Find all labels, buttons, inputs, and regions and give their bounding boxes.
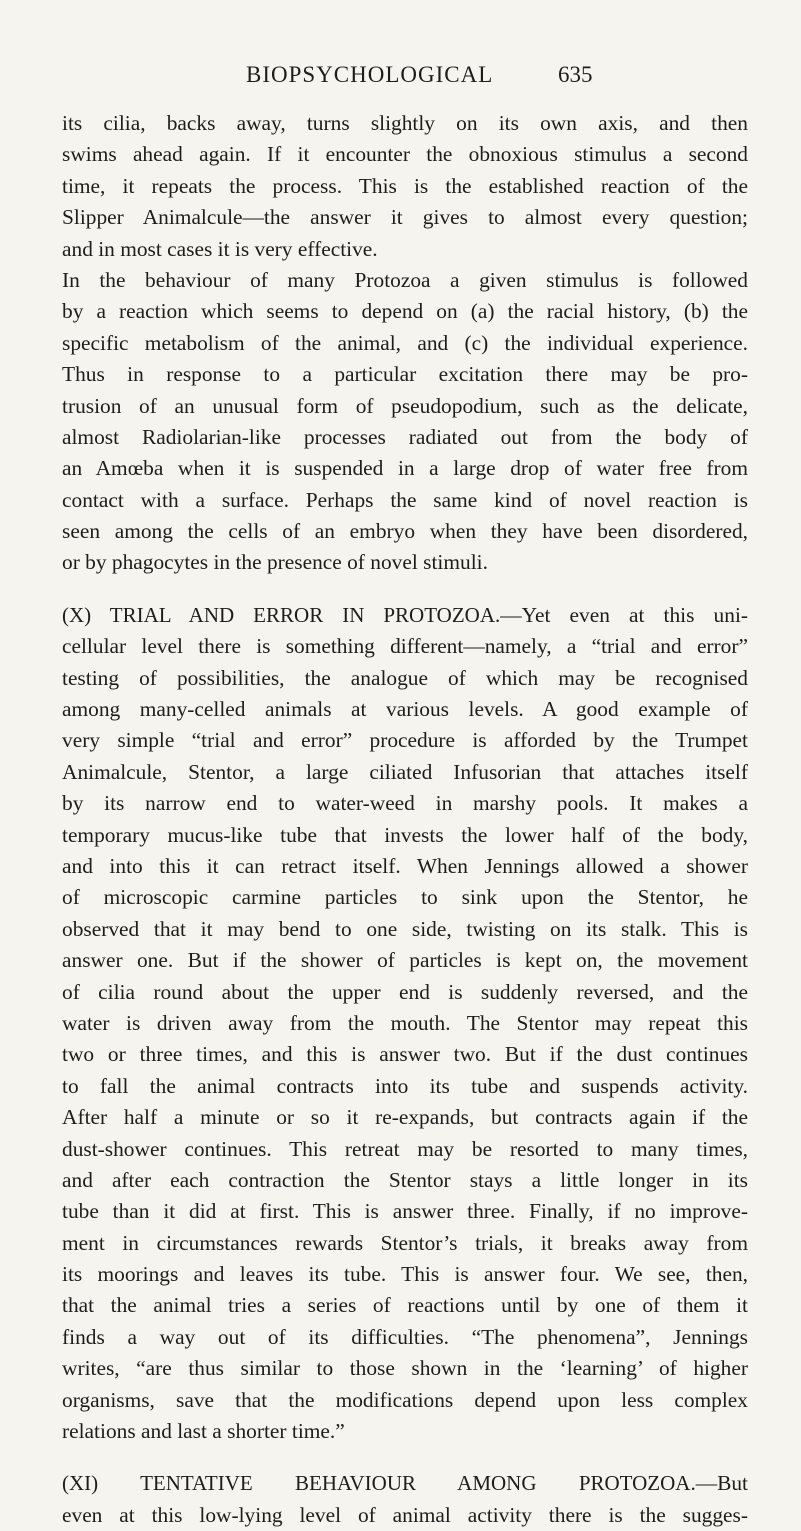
text-line: by a reaction which seems to depend on (a) the racial history, (b) the xyxy=(62,299,748,324)
text-line: an Amœba when it is suspended in a large drop of water free from xyxy=(62,456,748,481)
text-line: writes, “are thus similar to those shown in the ‘learning’ of higher xyxy=(62,1356,748,1381)
paragraph-continuation xyxy=(62,108,748,265)
section-heading: (XI) TENTATIVE BEHAVIOUR AMONG PROTOZOA. xyxy=(62,1471,696,1496)
section-heading-line xyxy=(62,600,748,631)
text-line: specific metabolism of the animal, and (c) the individual experience. xyxy=(62,330,748,355)
text-line: Slipper Animalcule—the answer it gives to almost every question; xyxy=(62,205,748,230)
text-line: seen among the cells of an embryo when they have been disordered, xyxy=(62,519,748,544)
page-body xyxy=(62,108,748,1531)
text-line: Thus in response to a particular excitation there may be pro- xyxy=(62,362,748,387)
text-line: contact with a surface. Perhaps the same kind of novel reaction is xyxy=(62,487,748,512)
text-line: cellular level there is something different—namely, a “trial and error” xyxy=(62,634,748,659)
text-line: temporary mucus-like tube that invests the lower half of the body, xyxy=(62,822,748,847)
text-line: time, it repeats the process. This is the established reaction of the xyxy=(62,173,748,198)
text-line: observed that it may bend to one side, twisting on its stalk. This is xyxy=(62,916,748,941)
text-line: two or three times, and this is answer two. But if the dust continues xyxy=(62,1042,748,1067)
section-spacer xyxy=(62,1447,748,1468)
text-line: and in most cases it is very effective. xyxy=(62,236,378,261)
text-line: ment in circumstances rewards Stentor’s trials, it breaks away from xyxy=(62,1230,748,1255)
text-line: swims ahead again. If it encounter the obnoxious stimulus a second xyxy=(62,142,748,167)
section-heading: (X) TRIAL AND ERROR IN PROTOZOA. xyxy=(62,602,501,627)
text-line: In the behaviour of many Protozoa a given stimulus is followed xyxy=(62,267,748,292)
page-header xyxy=(0,62,801,92)
section-trial-and-error xyxy=(62,600,748,1448)
text-line: by its narrow end to water-weed in marshy pools. It makes a xyxy=(62,791,748,816)
text-line: to fall the animal contracts into its tube and suspends activity. xyxy=(62,1073,748,1098)
text-line: answer one. But if the shower of particles is kept on, the movement xyxy=(62,948,748,973)
text-line: among many-celled animals at various levels. A good example of xyxy=(62,697,748,722)
text-run: —Yet even at this uni- xyxy=(500,602,749,627)
text-line: finds a way out of its difficulties. “The phenomena”, Jennings xyxy=(62,1324,748,1349)
text-line: its cilia, backs away, turns slightly on its own axis, and then xyxy=(62,111,748,135)
text-line: relations and last a shorter time.” xyxy=(62,1419,345,1444)
text-line: dust-shower continues. This retreat may be resorted to many times, xyxy=(62,1136,748,1161)
text-line: almost Radiolarian-like processes radiated out from the body of xyxy=(62,424,748,449)
paragraph-protozoa-behaviour xyxy=(62,265,748,579)
text-line: even at this low-lying level of animal activity there is the sugges- xyxy=(62,1502,748,1527)
text-line: very simple “trial and error” procedure is afforded by the Trumpet xyxy=(62,728,748,753)
text-line: Animalcule, Stentor, a large ciliated Infusorian that attaches itself xyxy=(62,759,748,784)
text-line: its moorings and leaves its tube. This is answer four. We see, then, xyxy=(62,1262,748,1287)
running-head: BIOPSYCHOLOGICAL xyxy=(246,62,494,87)
section-tentative-behaviour xyxy=(62,1468,748,1531)
text-line: After half a minute or so it re-expands, but contracts again if the xyxy=(62,1105,748,1130)
text-line: of microscopic carmine particles to sink upon the Stentor, he xyxy=(62,885,748,910)
page-number: 635 xyxy=(558,62,593,87)
text-run: —But xyxy=(695,1471,748,1496)
text-line: or by phagocytes in the presence of novel stimuli. xyxy=(62,550,488,575)
text-line: trusion of an unusual form of pseudopodium, such as the delicate, xyxy=(62,393,748,418)
section-spacer xyxy=(62,579,748,600)
section-heading-line xyxy=(62,1468,748,1499)
text-line: that the animal tries a series of reactions until by one of them it xyxy=(62,1293,748,1318)
text-line: and into this it can retract itself. When Jennings allowed a shower xyxy=(62,853,748,878)
text-line: and after each contraction the Stentor stays a little longer in its xyxy=(62,1167,748,1192)
text-line: water is driven away from the mouth. The Stentor may repeat this xyxy=(62,1010,748,1035)
text-line: of cilia round about the upper end is suddenly reversed, and the xyxy=(62,979,748,1004)
text-line: organisms, save that the modifications depend upon less complex xyxy=(62,1387,748,1412)
text-line: tube than it did at first. This is answer three. Finally, if no improve- xyxy=(62,1199,748,1224)
text-line: testing of possibilities, the analogue of which may be recognised xyxy=(62,665,748,690)
